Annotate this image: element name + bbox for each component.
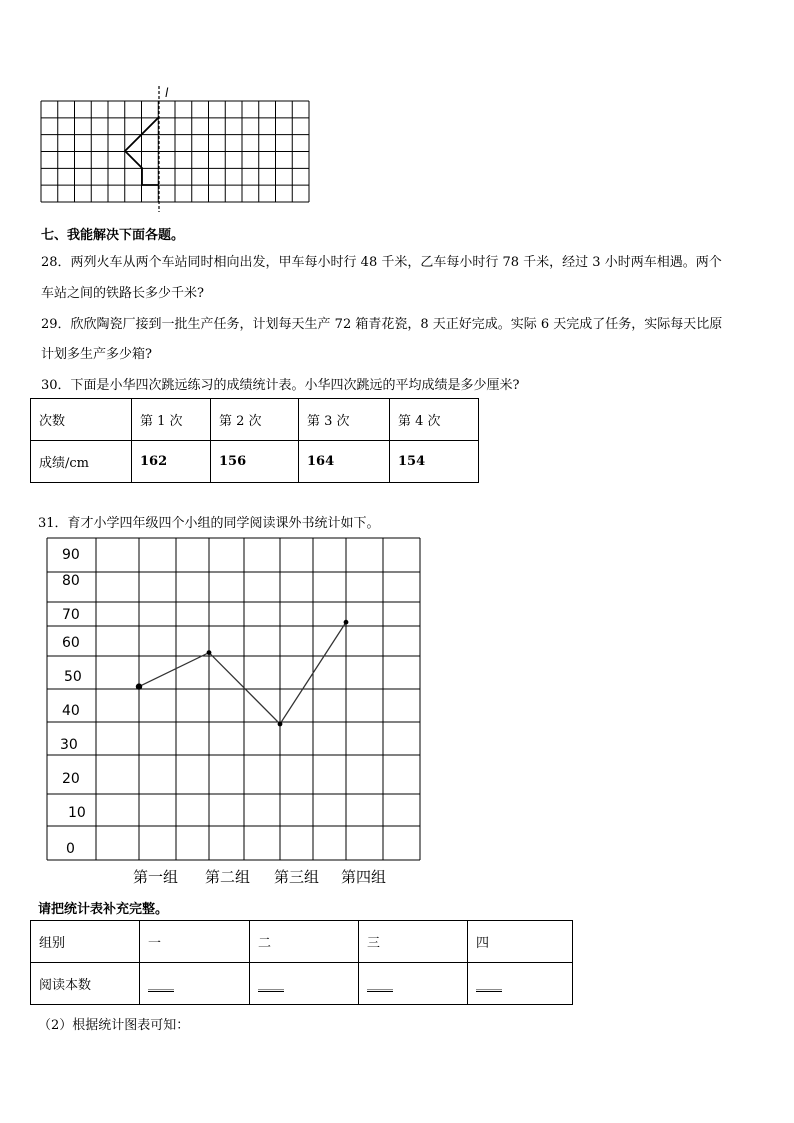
table-cell: 154 (390, 441, 479, 483)
q28-line1: 28．两列火车从两个车站同时相向出发，甲车每小时行 48 千米，乙车每小时行 78 千米，经过 3 小时两车相遇。两个 (41, 255, 722, 270)
y-tick-label: 20 (62, 771, 80, 787)
x-tick-label: 第一组 (133, 868, 179, 886)
q29-line2: 计划多生产多少箱? (41, 347, 152, 362)
grid-lines (41, 101, 309, 202)
table-cell: 阅读本数 (31, 963, 140, 1005)
table-cell: 三 (359, 921, 468, 963)
table-cell: 162 (132, 441, 211, 483)
fill-instruction: 请把统计表补充完整。 (38, 902, 169, 917)
data-point (136, 683, 142, 689)
chart-grid (47, 538, 420, 860)
x-tick-label: 第四组 (341, 868, 387, 886)
jump-score-table (30, 398, 479, 483)
data-point (344, 620, 349, 625)
table-cell: 第 1 次 (132, 399, 211, 441)
axis-label: l (165, 86, 169, 100)
y-tick-label: 60 (62, 635, 80, 651)
section-title: 七、我能解决下面各题。 (41, 228, 185, 243)
q31-text: 31．育才小学四年级四个小组的同学阅读课外书统计如下。 (38, 516, 380, 531)
q28-line2: 车站之间的铁路长多少千米? (41, 286, 204, 301)
answer-blank[interactable]: ____ (476, 975, 502, 991)
answer-blank-cell[interactable] (359, 963, 468, 1005)
reading-table (30, 920, 573, 1005)
y-tick-label: 40 (62, 703, 80, 719)
reading-line-chart (0, 530, 794, 892)
q29-line1: 29．欣欣陶瓷厂接到一批生产任务，计划每天生产 72 箱青花瓷，8 天正好完成。实际 6 天完成了任务，实际每天比原 (41, 317, 723, 332)
table-cell: 第 3 次 (299, 399, 390, 441)
table-cell: 第 2 次 (211, 399, 299, 441)
y-tick-label: 70 (62, 607, 80, 623)
table-cell: 一 (140, 921, 250, 963)
table-cell: 四 (468, 921, 573, 963)
x-tick-label: 第三组 (274, 868, 320, 886)
y-tick-label: 30 (60, 737, 78, 753)
y-tick-label: 80 (62, 573, 80, 589)
answer-blank-cell[interactable] (250, 963, 359, 1005)
y-tick-label: 90 (62, 547, 80, 563)
answer-blank[interactable]: ____ (258, 975, 284, 991)
table-cell: 次数 (31, 399, 132, 441)
table-row (31, 399, 479, 441)
x-tick-label: 第二组 (205, 868, 251, 886)
q31-sub2: （2）根据统计图表可知： (38, 1018, 190, 1033)
table-cell: 二 (250, 921, 359, 963)
table-row (31, 441, 479, 483)
table-cell: 164 (299, 441, 390, 483)
answer-blank[interactable]: ____ (148, 975, 174, 991)
data-point (207, 650, 212, 655)
y-tick-label: 10 (68, 805, 86, 821)
table-cell: 成绩/cm (31, 441, 132, 483)
series-line (139, 622, 346, 724)
table-row (31, 963, 573, 1005)
table-cell: 第 4 次 (390, 399, 479, 441)
table-cell: 组别 (31, 921, 140, 963)
answer-blank-cell[interactable] (140, 963, 250, 1005)
table-cell: 156 (211, 441, 299, 483)
answer-blank[interactable]: ____ (367, 975, 393, 991)
answer-blank-cell[interactable] (468, 963, 573, 1005)
table-row (31, 921, 573, 963)
data-point (278, 722, 283, 727)
y-tick-label: 0 (66, 841, 75, 857)
y-tick-label: 50 (64, 669, 82, 685)
q30-text: 30．下面是小华四次跳远练习的成绩统计表。小华四次跳远的平均成绩是多少厘米? (41, 378, 520, 393)
symmetry-grid-figure (0, 0, 794, 215)
